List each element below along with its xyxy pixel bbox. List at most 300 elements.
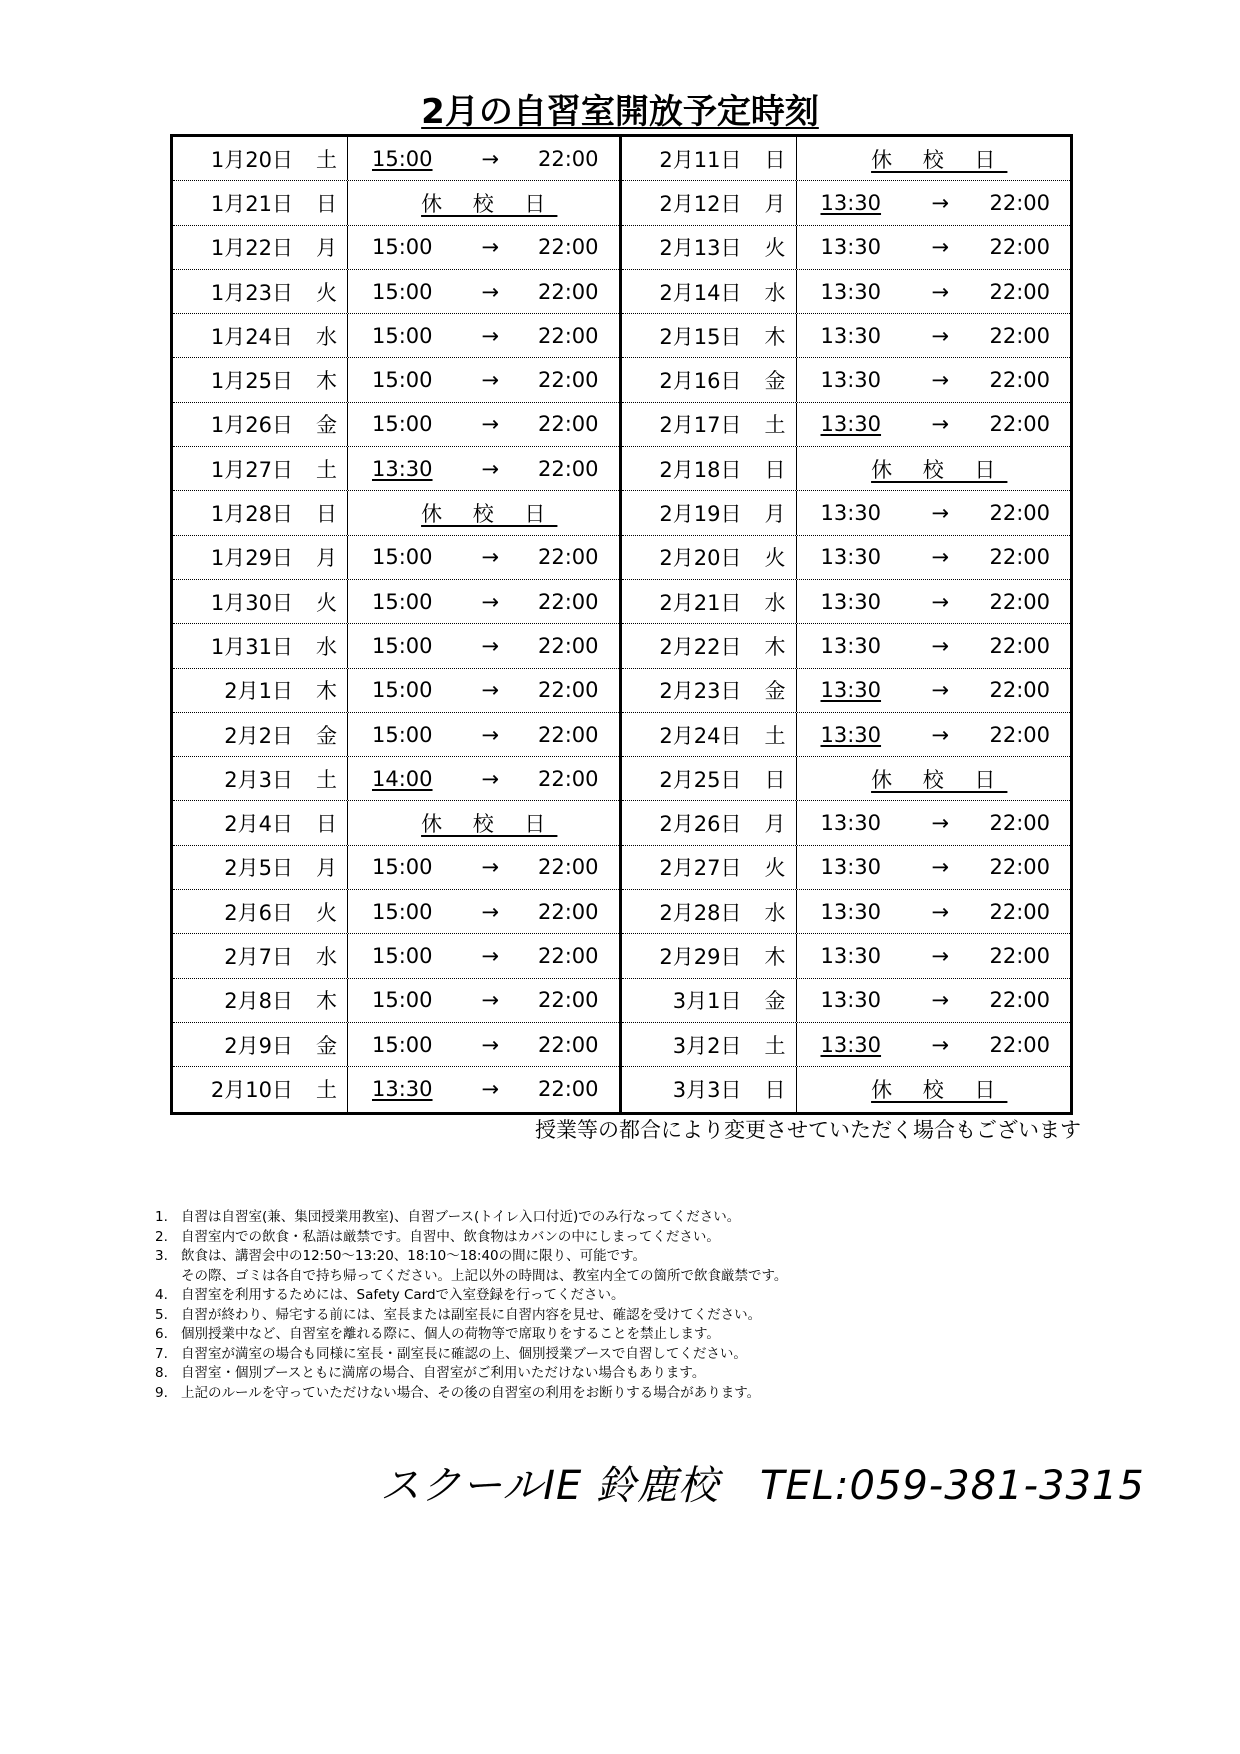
arrow-icon: →	[481, 456, 500, 481]
arrow-icon: →	[931, 855, 950, 880]
start-time: 13:30	[820, 988, 882, 1013]
schedule-row	[622, 536, 1071, 580]
closed-label: 休 校 日	[871, 1078, 1008, 1103]
start-time: 15:00	[372, 855, 433, 880]
time-cell	[348, 713, 619, 756]
weekday-text: 日	[764, 457, 786, 482]
schedule-row	[622, 890, 1071, 934]
schedule-row	[173, 403, 619, 447]
schedule-row	[622, 801, 1071, 845]
rule-text: 上記のルールを守っていただけない場合、その後の自習室の利用をお断りする場合があります。	[181, 1384, 761, 1401]
schedule-row	[622, 669, 1071, 713]
start-time: 14:00	[372, 766, 433, 791]
weekday-text: 月	[764, 812, 786, 837]
time-cell	[797, 580, 1071, 623]
arrow-icon: →	[481, 988, 500, 1013]
change-notice: 授業等の都合により変更させていただく場合もございます	[535, 1118, 1081, 1142]
rule-item	[155, 1267, 1135, 1287]
date-cell	[622, 1023, 797, 1066]
weekday-text: 木	[764, 324, 786, 349]
schedule-row	[173, 491, 619, 535]
closed-label: 休 校 日	[421, 191, 558, 216]
date-text: 2月17日	[659, 413, 742, 438]
end-time: 22:00	[989, 190, 1050, 215]
schedule-row	[622, 447, 1071, 491]
closed-cell	[348, 801, 619, 844]
start-time: 13:30	[820, 501, 882, 526]
date-text: 2月5日	[224, 856, 293, 881]
schedule-row	[622, 757, 1071, 801]
rule-item	[155, 1286, 1135, 1306]
arrow-icon: →	[481, 589, 500, 614]
weekday-text: 土	[764, 723, 786, 748]
end-time: 22:00	[537, 456, 599, 481]
time-cell	[797, 846, 1071, 889]
date-cell	[173, 801, 348, 844]
weekday-text: 火	[764, 856, 786, 881]
arrow-icon: →	[931, 589, 950, 614]
rule-text: 自習が終わり、帰宅する前には、室長または副室長に自習内容を見せ、確認を受けてください。	[181, 1306, 762, 1323]
end-time: 22:00	[537, 412, 599, 437]
time-cell	[797, 1023, 1071, 1066]
date-text: 2月23日	[659, 679, 742, 704]
start-time: 13:30	[820, 1032, 882, 1057]
date-text: 1月29日	[210, 546, 293, 571]
date-cell	[622, 358, 797, 401]
arrow-icon: →	[931, 190, 950, 215]
end-time: 22:00	[537, 943, 599, 968]
rule-item	[155, 1384, 1135, 1404]
arrow-icon: →	[931, 545, 950, 570]
schedule-row	[622, 403, 1071, 447]
weekday-text: 日	[764, 147, 786, 172]
weekday-text: 日	[316, 812, 337, 837]
weekday-text: 土	[316, 147, 337, 172]
date-text: 2月18日	[659, 457, 742, 482]
date-cell	[173, 447, 348, 490]
closed-cell	[797, 137, 1071, 180]
date-text: 1月28日	[210, 502, 293, 527]
date-cell	[173, 979, 348, 1022]
start-time: 13:30	[372, 1077, 433, 1102]
start-time: 13:30	[820, 323, 882, 348]
weekday-text: 月	[316, 236, 337, 261]
schedule-row	[622, 1023, 1071, 1067]
date-cell	[173, 536, 348, 579]
rule-number: 1.	[155, 1209, 168, 1225]
date-cell	[622, 447, 797, 490]
start-time: 15:00	[372, 1032, 433, 1057]
end-time: 22:00	[537, 589, 599, 614]
arrow-icon: →	[481, 678, 500, 703]
schedule-row	[622, 846, 1071, 890]
time-cell	[348, 934, 619, 977]
date-text: 3月2日	[672, 1033, 742, 1058]
start-time: 15:00	[372, 589, 433, 614]
weekday-text: 金	[764, 989, 786, 1014]
date-cell	[173, 137, 348, 180]
closed-label: 休 校 日	[871, 767, 1008, 792]
schedule-row	[173, 181, 619, 225]
end-time: 22:00	[537, 279, 599, 304]
date-text: 1月26日	[210, 413, 293, 438]
date-text: 2月3日	[224, 767, 293, 792]
date-cell	[622, 226, 797, 269]
date-cell	[622, 491, 797, 534]
date-cell	[173, 580, 348, 623]
date-cell	[173, 757, 348, 800]
weekday-text: 月	[764, 191, 786, 216]
weekday-text: 月	[764, 502, 786, 527]
end-time: 22:00	[537, 988, 599, 1013]
start-time: 15:00	[372, 235, 433, 260]
page-title: 2月の自習室開放予定時刻	[421, 92, 819, 132]
time-cell	[348, 890, 619, 933]
schedule-row	[622, 270, 1071, 314]
start-time: 15:00	[372, 545, 433, 570]
schedule-row	[622, 979, 1071, 1023]
weekday-text: 日	[764, 1078, 786, 1103]
date-cell	[622, 801, 797, 844]
date-cell	[173, 846, 348, 889]
time-cell	[797, 624, 1071, 667]
arrow-icon: →	[931, 899, 950, 924]
date-text: 2月25日	[659, 767, 742, 792]
time-cell	[797, 181, 1071, 224]
date-text: 2月21日	[659, 590, 742, 615]
start-time: 15:00	[372, 279, 433, 304]
end-time: 22:00	[537, 1032, 599, 1057]
arrow-icon: →	[481, 855, 500, 880]
end-time: 22:00	[537, 235, 599, 260]
date-text: 2月29日	[659, 944, 742, 969]
date-cell	[173, 314, 348, 357]
weekday-text: 日	[316, 191, 337, 216]
schedule-row	[173, 314, 619, 358]
schedule-row	[173, 1023, 619, 1067]
arrow-icon: →	[931, 235, 950, 260]
date-text: 2月15日	[659, 324, 742, 349]
rule-number: 9.	[155, 1384, 168, 1401]
date-text: 2月10日	[210, 1078, 293, 1103]
rule-item	[155, 1247, 1135, 1267]
schedule-row	[622, 314, 1071, 358]
closed-label: 休 校 日	[871, 457, 1008, 482]
closed-label: 休 校 日	[421, 812, 558, 837]
time-cell	[797, 491, 1071, 534]
closed-label: 休 校 日	[421, 502, 558, 527]
closed-cell	[797, 1067, 1071, 1111]
rules-list	[155, 1208, 1135, 1403]
start-time: 13:30	[820, 811, 882, 836]
schedule-row	[173, 890, 619, 934]
weekday-text: 月	[316, 546, 337, 571]
date-text: 1月31日	[210, 634, 293, 659]
time-cell	[348, 536, 619, 579]
weekday-text: 水	[764, 900, 786, 925]
rule-number: 2.	[155, 1228, 168, 1245]
weekday-text: 土	[316, 457, 337, 482]
time-cell	[348, 979, 619, 1022]
closed-label: 休 校 日	[871, 147, 1008, 172]
end-time: 22:00	[537, 1077, 599, 1102]
start-time: 15:00	[372, 368, 433, 393]
weekday-text: 火	[316, 590, 337, 615]
schedule-row	[622, 934, 1071, 978]
weekday-text: 水	[316, 944, 337, 969]
date-cell	[173, 624, 348, 667]
date-text: 2月11日	[659, 147, 742, 172]
schedule-row	[622, 226, 1071, 270]
weekday-text: 木	[316, 989, 337, 1014]
start-time: 15:00	[372, 146, 433, 171]
weekday-text: 火	[764, 236, 786, 261]
rule-item	[155, 1325, 1135, 1345]
schedule-row	[173, 137, 619, 181]
rule-number: 3.	[155, 1248, 168, 1264]
time-cell	[348, 1023, 619, 1066]
time-cell	[348, 624, 619, 667]
arrow-icon: →	[481, 412, 500, 437]
rule-text: 飲食は、講習会中の12:50～13:20、18:10～18:40の間に限り、可能です。	[181, 1248, 647, 1264]
arrow-icon: →	[481, 899, 500, 924]
weekday-text: 水	[764, 280, 786, 305]
end-time: 22:00	[989, 943, 1050, 968]
rule-text: 個別授業中など、自習室を離れる際に、個人の荷物等で席取りをすることを禁止します。	[181, 1326, 720, 1342]
weekday-text: 火	[316, 280, 337, 305]
weekday-text: 月	[316, 856, 337, 881]
time-cell	[797, 403, 1071, 446]
end-time: 22:00	[537, 146, 599, 171]
date-text: 1月22日	[210, 236, 293, 261]
end-time: 22:00	[537, 899, 599, 924]
end-time: 22:00	[537, 633, 599, 658]
date-cell	[173, 890, 348, 933]
date-cell	[622, 314, 797, 357]
date-cell	[622, 137, 797, 180]
rule-text: 自習室内での飲食・私語は厳禁です。自習中、飲食物はカバンの中にしまってください。	[181, 1228, 720, 1245]
rule-item	[155, 1345, 1135, 1365]
start-time: 13:30	[820, 855, 882, 880]
arrow-icon: →	[481, 1077, 500, 1102]
date-text: 1月30日	[210, 590, 293, 615]
time-cell	[348, 403, 619, 446]
end-time: 22:00	[989, 633, 1050, 658]
date-text: 1月20日	[210, 147, 293, 172]
date-text: 1月23日	[210, 280, 293, 305]
end-time: 22:00	[989, 368, 1050, 393]
arrow-icon: →	[931, 1032, 950, 1057]
end-time: 22:00	[537, 855, 599, 880]
weekday-text: 日	[316, 502, 337, 527]
rule-item	[155, 1306, 1135, 1326]
school-contact: スクールIE 鈴鹿校 TEL:059-381-3315	[380, 1463, 1145, 1509]
time-cell	[797, 934, 1071, 977]
date-text: 2月8日	[224, 989, 293, 1014]
schedule-row	[173, 934, 619, 978]
date-text: 3月1日	[672, 989, 742, 1014]
date-cell	[173, 713, 348, 756]
arrow-icon: →	[931, 501, 950, 526]
weekday-text: 火	[764, 546, 786, 571]
time-cell	[348, 669, 619, 712]
rule-text: 自習室を利用するためには、Safety Cardで入室登録を行ってください。	[181, 1287, 625, 1303]
start-time: 13:30	[820, 943, 882, 968]
weekday-text: 水	[764, 590, 786, 615]
weekday-text: 土	[316, 1078, 337, 1103]
schedule-row	[173, 846, 619, 890]
rule-text: 自習室・個別ブースともに満席の場合、自習室がご利用いただけない場合もあります。	[181, 1365, 706, 1381]
rule-number: 4.	[155, 1287, 168, 1303]
schedule-row	[622, 624, 1071, 668]
end-time: 22:00	[537, 368, 599, 393]
date-cell	[622, 669, 797, 712]
time-cell	[348, 226, 619, 269]
closed-cell	[797, 447, 1071, 490]
time-cell	[797, 890, 1071, 933]
rule-item	[155, 1364, 1135, 1384]
end-time: 22:00	[989, 589, 1050, 614]
date-cell	[622, 270, 797, 313]
weekday-text: 木	[764, 944, 786, 969]
arrow-icon: →	[481, 545, 500, 570]
date-cell	[622, 846, 797, 889]
time-cell	[797, 669, 1071, 712]
arrow-icon: →	[481, 722, 500, 747]
date-text: 1月24日	[210, 324, 293, 349]
rule-number: 8.	[155, 1365, 168, 1381]
schedule-row	[173, 979, 619, 1023]
end-time: 22:00	[989, 545, 1050, 570]
end-time: 22:00	[989, 722, 1050, 747]
date-cell	[622, 757, 797, 800]
arrow-icon: →	[931, 678, 950, 703]
weekday-text: 金	[316, 723, 337, 748]
date-cell	[173, 1067, 348, 1111]
weekday-text: 日	[764, 767, 786, 792]
start-time: 15:00	[372, 678, 433, 703]
start-time: 15:00	[372, 722, 433, 747]
arrow-icon: →	[931, 633, 950, 658]
schedule-row	[173, 580, 619, 624]
date-cell	[173, 403, 348, 446]
date-text: 2月28日	[659, 900, 742, 925]
closed-cell	[348, 181, 619, 224]
arrow-icon: →	[931, 323, 950, 348]
start-time: 13:30	[820, 589, 882, 614]
schedule-row	[173, 757, 619, 801]
schedule-row	[622, 1067, 1071, 1111]
date-text: 2月27日	[659, 856, 742, 881]
schedule-row	[173, 270, 619, 314]
date-cell	[622, 536, 797, 579]
schedule-row	[173, 713, 619, 757]
arrow-icon: →	[931, 722, 950, 747]
weekday-text: 金	[316, 1033, 337, 1058]
arrow-icon: →	[931, 279, 950, 304]
time-cell	[797, 226, 1071, 269]
date-text: 2月1日	[224, 679, 293, 704]
time-cell	[797, 801, 1071, 844]
date-text: 1月21日	[210, 191, 293, 216]
end-time: 22:00	[989, 811, 1050, 836]
start-time: 13:30	[820, 633, 882, 658]
arrow-icon: →	[931, 412, 950, 437]
start-time: 15:00	[372, 943, 433, 968]
arrow-icon: →	[481, 146, 500, 171]
time-cell	[797, 713, 1071, 756]
schedule-row	[173, 624, 619, 668]
weekday-text: 水	[316, 634, 337, 659]
schedule-row	[622, 713, 1071, 757]
arrow-icon: →	[481, 323, 500, 348]
start-time: 13:30	[820, 412, 882, 437]
start-time: 13:30	[820, 235, 882, 260]
time-cell	[348, 757, 619, 800]
arrow-icon: →	[481, 368, 500, 393]
schedule-row	[173, 447, 619, 491]
arrow-icon: →	[481, 1032, 500, 1057]
rule-item	[155, 1208, 1135, 1228]
date-cell	[173, 1023, 348, 1066]
rule-number: 7.	[155, 1345, 168, 1362]
start-time: 13:30	[820, 899, 882, 924]
closed-cell	[797, 757, 1071, 800]
arrow-icon: →	[931, 988, 950, 1013]
closed-cell	[348, 491, 619, 534]
rule-number: 5.	[155, 1306, 168, 1323]
date-text: 1月25日	[210, 369, 293, 394]
end-time: 22:00	[989, 1032, 1050, 1057]
weekday-text: 土	[764, 413, 786, 438]
date-text: 2月13日	[659, 236, 742, 261]
end-time: 22:00	[537, 678, 599, 703]
date-cell	[173, 669, 348, 712]
rule-number: 6.	[155, 1326, 168, 1342]
weekday-text: 火	[316, 900, 337, 925]
schedule-row	[173, 669, 619, 713]
start-time: 13:30	[820, 545, 882, 570]
date-cell	[173, 181, 348, 224]
weekday-text: 金	[316, 413, 337, 438]
time-cell	[797, 314, 1071, 357]
date-text: 3月3日	[672, 1078, 742, 1103]
end-time: 22:00	[537, 545, 599, 570]
weekday-text: 水	[316, 324, 337, 349]
date-cell	[622, 580, 797, 623]
schedule-row	[173, 801, 619, 845]
end-time: 22:00	[537, 722, 599, 747]
date-cell	[622, 403, 797, 446]
rule-text: 自習室が満室の場合も同様に室長・副室長に確認の上、個別授業ブースで自習してください。	[181, 1345, 747, 1362]
schedule-column-left	[173, 137, 622, 1112]
date-text: 2月9日	[224, 1033, 293, 1058]
date-text: 2月2日	[224, 723, 293, 748]
schedule-row	[622, 580, 1071, 624]
start-time: 15:00	[372, 633, 433, 658]
time-cell	[348, 846, 619, 889]
date-cell	[622, 713, 797, 756]
schedule-row	[622, 491, 1071, 535]
start-time: 13:30	[820, 279, 882, 304]
date-text: 2月6日	[224, 900, 293, 925]
schedule-row	[173, 226, 619, 270]
date-text: 2月7日	[224, 944, 293, 969]
arrow-icon: →	[931, 368, 950, 393]
start-time: 13:30	[820, 368, 882, 393]
date-cell	[622, 934, 797, 977]
weekday-text: 金	[764, 369, 786, 394]
